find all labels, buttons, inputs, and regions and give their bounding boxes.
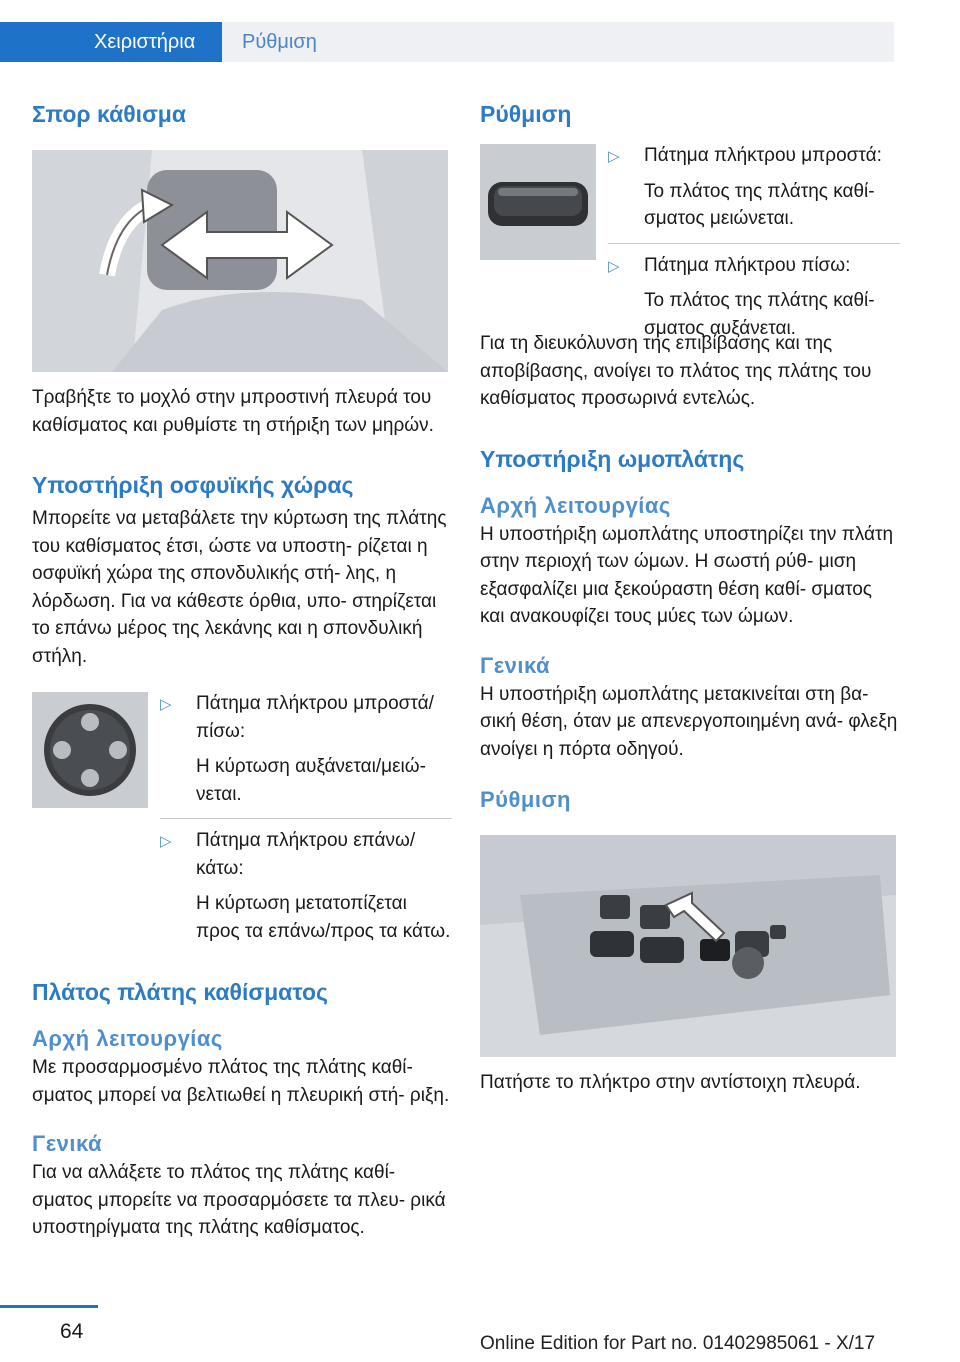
heading-adjustment: Ρύθμιση xyxy=(480,101,572,127)
width-switch-image xyxy=(480,144,596,260)
shoulder-general-text: Η υποστήριξη ωμοπλάτης μετακινείται στη βα‐ σική θέση, όταν με απενεργοποιημένη ανά‐ φλεξη ανοίγει η πόρτα οδηγού. xyxy=(480,683,898,760)
general-text: Για να αλλάξετε το πλάτος της πλάτης καθί‐ σματος μπορείτε να προσαρμόσετε τα πλευ‐ ρικά υποστηρίγματα της πλάτης καθίσματος. xyxy=(32,1162,446,1238)
lumbar-bullets xyxy=(160,690,452,945)
heading-general: Γενικά xyxy=(32,1131,103,1156)
bullet-sub: Η κύρτωση αυξάνεται/μειώ‐ νεται. xyxy=(196,756,426,805)
lumbar-switch-image xyxy=(32,692,148,808)
bullet-item: ▷ Πάτημα πλήκτρου μπροστά/ πίσω: xyxy=(160,693,434,742)
tab-adjustment[interactable]: Ρύθμιση xyxy=(222,22,894,62)
sport-seat-image xyxy=(32,150,448,372)
bullet-item: ▷ Πάτημα πλήκτρου επάνω/ κάτω: xyxy=(160,830,416,879)
triangle-icon: ▷ xyxy=(608,257,620,275)
heading-general-right: Γενικά xyxy=(480,652,551,678)
heading-sport-seat: Σπορ κάθισμα xyxy=(32,101,187,127)
tab-controls[interactable]: Χειριστήρια xyxy=(0,22,222,62)
page-number: 64 xyxy=(60,1320,84,1343)
principle-text: Με προσαρμοσμένο πλάτος της πλάτης καθί‐ σματος μπορεί να βελτιωθεί η πλευρική στή‐ ριξη. xyxy=(32,1057,450,1106)
lumbar-controls xyxy=(32,692,450,954)
entry-text: Για τη διευκόλυνση της επιβίβασης και της αποβίβασης, ανοίγει το πλάτος της πλάτης του καθίσματος προσωρινά εντελώς. xyxy=(480,333,872,409)
triangle-icon: ▷ xyxy=(160,833,172,850)
press-button-text: Πατήστε το πλήκτρο στην αντίστοιχη πλευρά. xyxy=(480,1072,861,1093)
heading-backrest-width: Πλάτος πλάτης καθίσματος xyxy=(32,979,328,1005)
bullet-sub: Το πλάτος της πλάτης καθί‐ σματος μειώνεται. xyxy=(644,180,875,229)
triangle-icon: ▷ xyxy=(608,148,620,165)
shoulder-principle-text: Η υποστήριξη ωμοπλάτης υποστηρίζει την πλάτη στην περιοχή των ώμων. Η σωστή ρύθ‐ μιση εξασφαλίζει μια ξεκούραστη θέση καθί‐ σματος και ανακουφίζει τους μύες των ώμων. xyxy=(480,523,894,627)
edition-text: Online Edition for Part no. 01402985061 - X/17 xyxy=(480,1333,876,1354)
page-header xyxy=(0,0,960,62)
heading-adjustment-2: Ρύθμιση xyxy=(480,787,571,812)
heading-lumbar: Υποστήριξη οσφυϊκής χώρας xyxy=(32,472,354,498)
heading-principle-right: Αρχή λειτουργίας xyxy=(480,492,671,518)
bullet-item: ▷ Πάτημα πλήκτρου μπροστά: xyxy=(608,142,900,170)
heading-shoulder-support: Υποστήριξη ωμοπλάτης xyxy=(480,445,745,472)
width-bullets xyxy=(608,142,900,342)
seat-buttons-image xyxy=(480,835,896,1057)
width-controls xyxy=(480,144,900,339)
triangle-icon: ▷ xyxy=(160,696,172,713)
right-column xyxy=(480,90,900,1097)
bullet-sub: Το πλάτος της πλάτης καθί‐ σματος αυξάνεται. xyxy=(644,290,875,339)
sport-seat-text: Τραβήξτε το μοχλό στην μπροστινή πλευρά του καθίσματος και ρυθμίστε τη στήριξη των μηρών. xyxy=(32,387,434,436)
left-column xyxy=(32,90,450,1242)
bullet-item: ▷ Πάτημα πλήκτρου πίσω: xyxy=(608,252,900,280)
heading-principle: Αρχή λειτουργίας xyxy=(32,1026,223,1051)
footer-divider xyxy=(0,1305,98,1308)
bullet-sub: Η κύρτωση μετατοπίζεται προς τα επάνω/προς τα κάτω. xyxy=(196,893,451,942)
lumbar-text: Μπορείτε να μεταβάλετε την κύρτωση της πλάτης του καθίσματος έτσι, ώστε να υποστη‐ ρίζεται η οσφυϊκή χώρα της σπονδυλικής στή‐ λης, η λόρδωση. Για να κάθεστε όρθια, υπο‐ στηρίζεται το επάνω μέρος της λεκάνης και η σπονδυλική στήλη. xyxy=(32,508,447,667)
